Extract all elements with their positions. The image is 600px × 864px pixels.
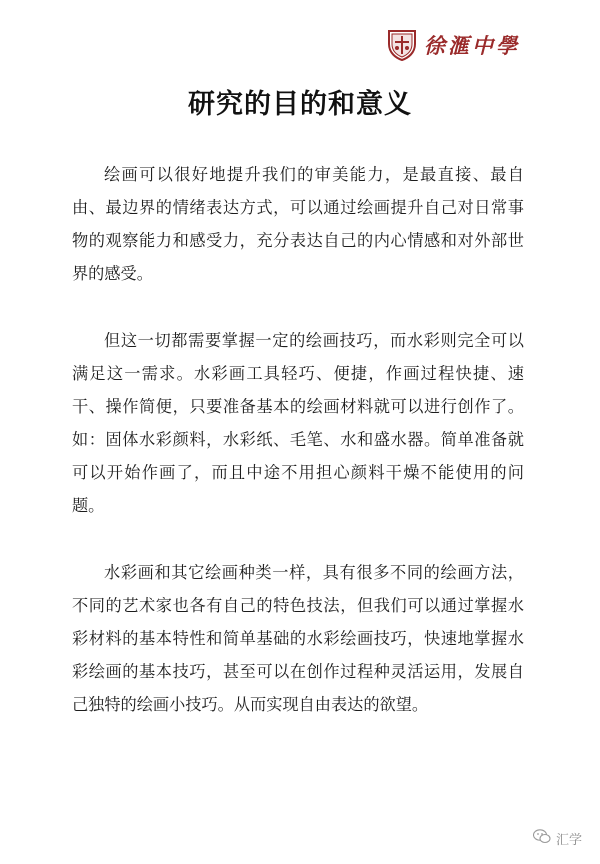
school-name: 徐滙中學 [424, 33, 520, 58]
wechat-icon [533, 829, 551, 848]
page-title: 研究的目的和意义 [188, 89, 412, 120]
watermark [533, 829, 582, 848]
paragraph-3: 水彩画和其它绘画种类一样，具有很多不同的绘画方法，不同的艺术家也各有自己的特色技法，但我们可以通过掌握水彩材料的基本特性和简单基础的水彩绘画技巧，快速地掌握水彩绘画的基本技巧，甚至可以在创作过程种灵活运用，发展自己独特的绘画小技巧。从而实现自由表达的欲望。 [72, 563, 524, 714]
school-crest-icon [386, 28, 418, 62]
paragraph-1: 绘画可以很好地提升我们的审美能力，是最直接、最自由、最边界的情绪表达方式，可以通过绘画提升自己对日常事物的观察能力和感受力，充分表达自己的内心情感和对外部世界的感受。 [72, 165, 524, 283]
school-brand [386, 28, 520, 62]
paragraph-2: 但这一切都需要掌握一定的绘画技巧，而水彩则完全可以满足这一需求。水彩画工具轻巧、便捷，作画过程快捷、速干、操作简便，只要准备基本的绘画材料就可以进行创作了。如：固体水彩颜料，水彩纸、毛笔、水和盛水器。简单准备就可以开始作画了，而且中途不用担心颜料干燥不能使用的问题。 [72, 331, 524, 515]
body-text [72, 158, 524, 755]
watermark-text: 汇学 [555, 833, 582, 848]
